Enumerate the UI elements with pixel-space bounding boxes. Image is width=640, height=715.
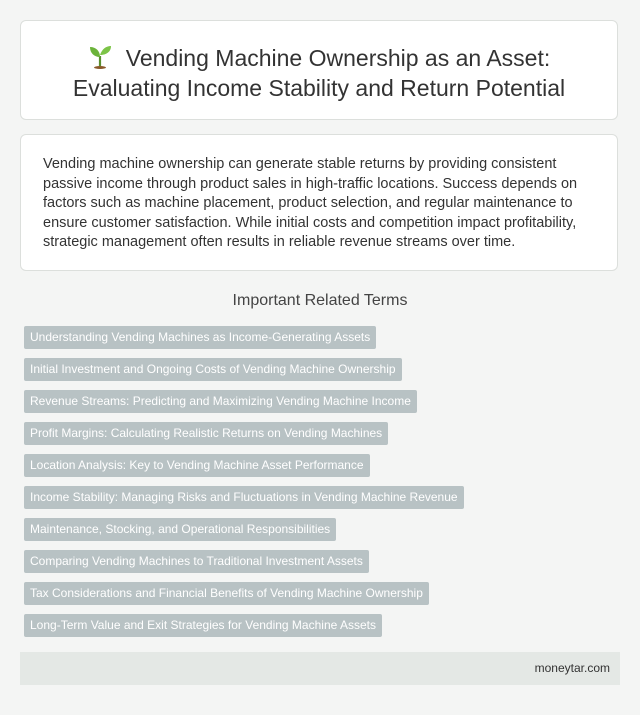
page-title-text: Vending Machine Ownership as an Asset: Evaluating Income Stability and Return Potential	[72, 45, 566, 101]
sprout-icon	[88, 43, 112, 69]
term-tag[interactable]: Maintenance, Stocking, and Operational Responsibilities	[24, 518, 336, 541]
term-tag[interactable]: Understanding Vending Machines as Income-Generating Assets	[24, 326, 376, 349]
footer-site[interactable]: moneytar.com	[534, 661, 610, 675]
term-tag[interactable]: Profit Margins: Calculating Realistic Returns on Vending Machines	[24, 422, 388, 445]
term-tag[interactable]: Initial Investment and Ongoing Costs of Vending Machine Ownership	[24, 358, 402, 381]
term-tag[interactable]: Long-Term Value and Exit Strategies for Vending Machine Assets	[24, 614, 382, 637]
term-tag[interactable]: Tax Considerations and Financial Benefits of Vending Machine Ownership	[24, 582, 429, 605]
terms-list	[24, 326, 464, 646]
terms-heading: Important Related Terms	[232, 292, 408, 309]
term-tag[interactable]: Location Analysis: Key to Vending Machine Asset Performance	[24, 454, 370, 477]
title-card	[20, 20, 618, 120]
summary-text: Vending machine ownership can generate stable returns by providing consistent passive income through product sales in high-traffic locations. Success depends on factors such as machine placement, product selection, and regular maintenance to ensure customer satisfaction. While initial costs and competition impact profitability, strategic management often results in reliable revenue streams over time.	[43, 156, 578, 250]
summary-card	[20, 134, 618, 271]
page-title	[21, 43, 617, 103]
term-tag[interactable]: Revenue Streams: Predicting and Maximizing Vending Machine Income	[24, 390, 417, 413]
term-tag[interactable]: Comparing Vending Machines to Traditional Investment Assets	[24, 550, 369, 573]
term-tag[interactable]: Income Stability: Managing Risks and Fluctuations in Vending Machine Revenue	[24, 486, 464, 509]
footer	[20, 652, 620, 685]
